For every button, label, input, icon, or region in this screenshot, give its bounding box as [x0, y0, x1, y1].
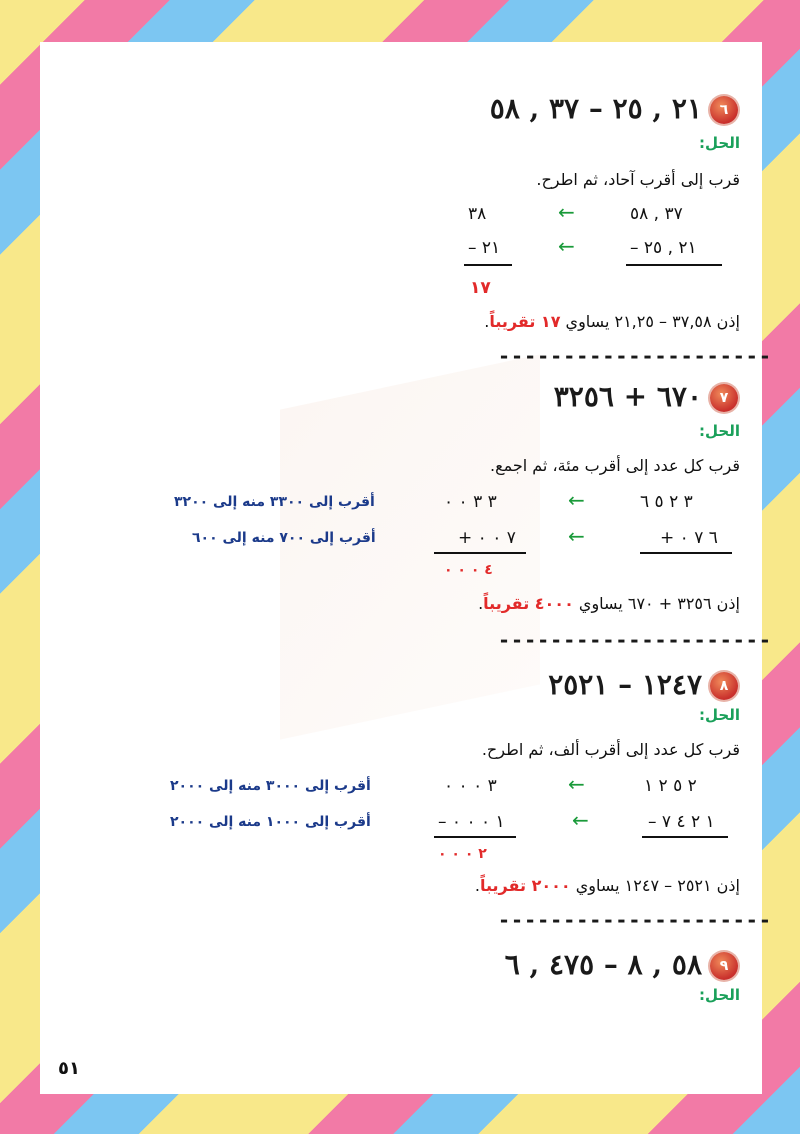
- problem-8-solution-label: الحل:: [699, 706, 740, 724]
- conclusion-value: ٢٠٠٠ تقريباً: [479, 876, 571, 895]
- underline: [640, 552, 732, 554]
- underline: [642, 836, 728, 838]
- problem-6-instruction: قرب إلى أقرب آحاد، ثم اطرح.: [536, 170, 740, 189]
- problem-9-solution-label: الحل:: [699, 986, 740, 1004]
- problem-8-expression: ١٢٤٧ – ٢٥٢١: [548, 668, 702, 701]
- conclusion-value: ١٧ تقريباً: [489, 312, 561, 331]
- arrow-icon: ←: [558, 234, 575, 258]
- arrow-icon: ←: [572, 808, 589, 832]
- page-number: ٥١: [58, 1058, 80, 1079]
- section-divider: ---------------------: [498, 628, 772, 652]
- problem-8-badge: ٨: [710, 672, 738, 700]
- problem-7-instruction: قرب كل عدد إلى أقرب مئة، ثم اجمع.: [489, 456, 740, 475]
- problem-9-expression: ٥٨ , ٨ – ٤٧٥ , ٦: [504, 948, 702, 981]
- problem-7-solution-label: الحل:: [699, 422, 740, 440]
- conclusion-text: إذن ٢٥٢١ – ١٢٤٧ يساوي: [575, 876, 740, 895]
- problem-6-row2-rounded: ٢١ –: [468, 238, 501, 258]
- problem-6-expression: ٢١ , ٢٥ – ٣٧ , ٥٨: [489, 92, 702, 125]
- worksheet-page: [40, 42, 772, 1094]
- arrow-icon: ←: [568, 772, 585, 796]
- conclusion-text: إذن ٣٧,٥٨ – ٢١,٢٥ يساوي: [565, 312, 740, 331]
- problem-6-solution-label: الحل:: [699, 134, 740, 152]
- underline: [626, 264, 722, 266]
- problem-8-note-2: أقرب إلى ١٠٠٠ منه إلى ٢٠٠٠: [170, 814, 371, 830]
- arrow-icon: ←: [568, 488, 585, 512]
- arrow-icon: ←: [568, 524, 585, 548]
- conclusion-text: إذن ٣٢٥٦ + ٦٧٠ يساوي: [578, 594, 740, 613]
- problem-6-result: ١٧: [470, 278, 491, 298]
- problem-9-badge: ٩: [710, 952, 738, 980]
- problem-7-expression: ٦٧٠ + ٣٢٥٦: [553, 380, 702, 413]
- underline: [464, 264, 512, 266]
- problem-7-row2-original: ٦ ٧ ٠ +: [660, 528, 718, 548]
- problem-8-result: ٢ ٠ ٠ ٠: [438, 846, 487, 862]
- problem-6-row1-original: ٣٧ , ٥٨: [630, 204, 683, 224]
- arrow-icon: ←: [558, 200, 575, 224]
- problem-7-badge: ٧: [710, 384, 738, 412]
- problem-7-note-1: أقرب إلى ٣٣٠٠ منه إلى ٣٢٠٠: [174, 494, 375, 510]
- problem-8-instruction: قرب كل عدد إلى أقرب ألف، ثم اطرح.: [481, 740, 740, 759]
- underline: [434, 552, 526, 554]
- conclusion-end: .: [474, 876, 480, 895]
- problem-8-row2-original: ١ ٢ ٤ ٧ –: [648, 812, 715, 832]
- conclusion-end: .: [484, 312, 490, 331]
- problem-6-row2-original: ٢١ , ٢٥ –: [630, 238, 697, 258]
- underline: [434, 836, 516, 838]
- problem-8-note-1: أقرب إلى ٣٠٠٠ منه إلى ٢٠٠٠: [170, 778, 371, 794]
- problem-7-row1-original: ٣ ٢ ٥ ٦: [640, 492, 693, 512]
- problem-8-conclusion: [475, 876, 740, 895]
- problem-6-row1-rounded: ٣٨: [468, 204, 487, 224]
- conclusion-value: ٤٠٠٠ تقريباً: [483, 594, 574, 613]
- problem-8-row1-rounded: ٣ ٠ ٠ ٠: [444, 776, 497, 796]
- problem-7-row2-rounded: ٧ ٠ ٠ +: [458, 528, 516, 548]
- conclusion-end: .: [478, 594, 484, 613]
- section-divider: ---------------------: [498, 908, 772, 932]
- problem-7-result: ٤ ٠ ٠ ٠: [444, 562, 493, 578]
- section-divider: ---------------------: [498, 344, 772, 368]
- problem-7-row1-rounded: ٣ ٣ ٠ ٠: [444, 492, 497, 512]
- problem-6-conclusion: [484, 312, 740, 331]
- problem-7-note-2: أقرب إلى ٧٠٠ منه إلى ٦٠٠: [192, 530, 376, 546]
- problem-8-row2-rounded: ١ ٠ ٠ ٠ –: [438, 812, 505, 832]
- problem-6-badge: ٦: [710, 96, 738, 124]
- problem-7-conclusion: [478, 594, 740, 613]
- problem-8-row1-original: ٢ ٥ ٢ ١: [644, 776, 697, 796]
